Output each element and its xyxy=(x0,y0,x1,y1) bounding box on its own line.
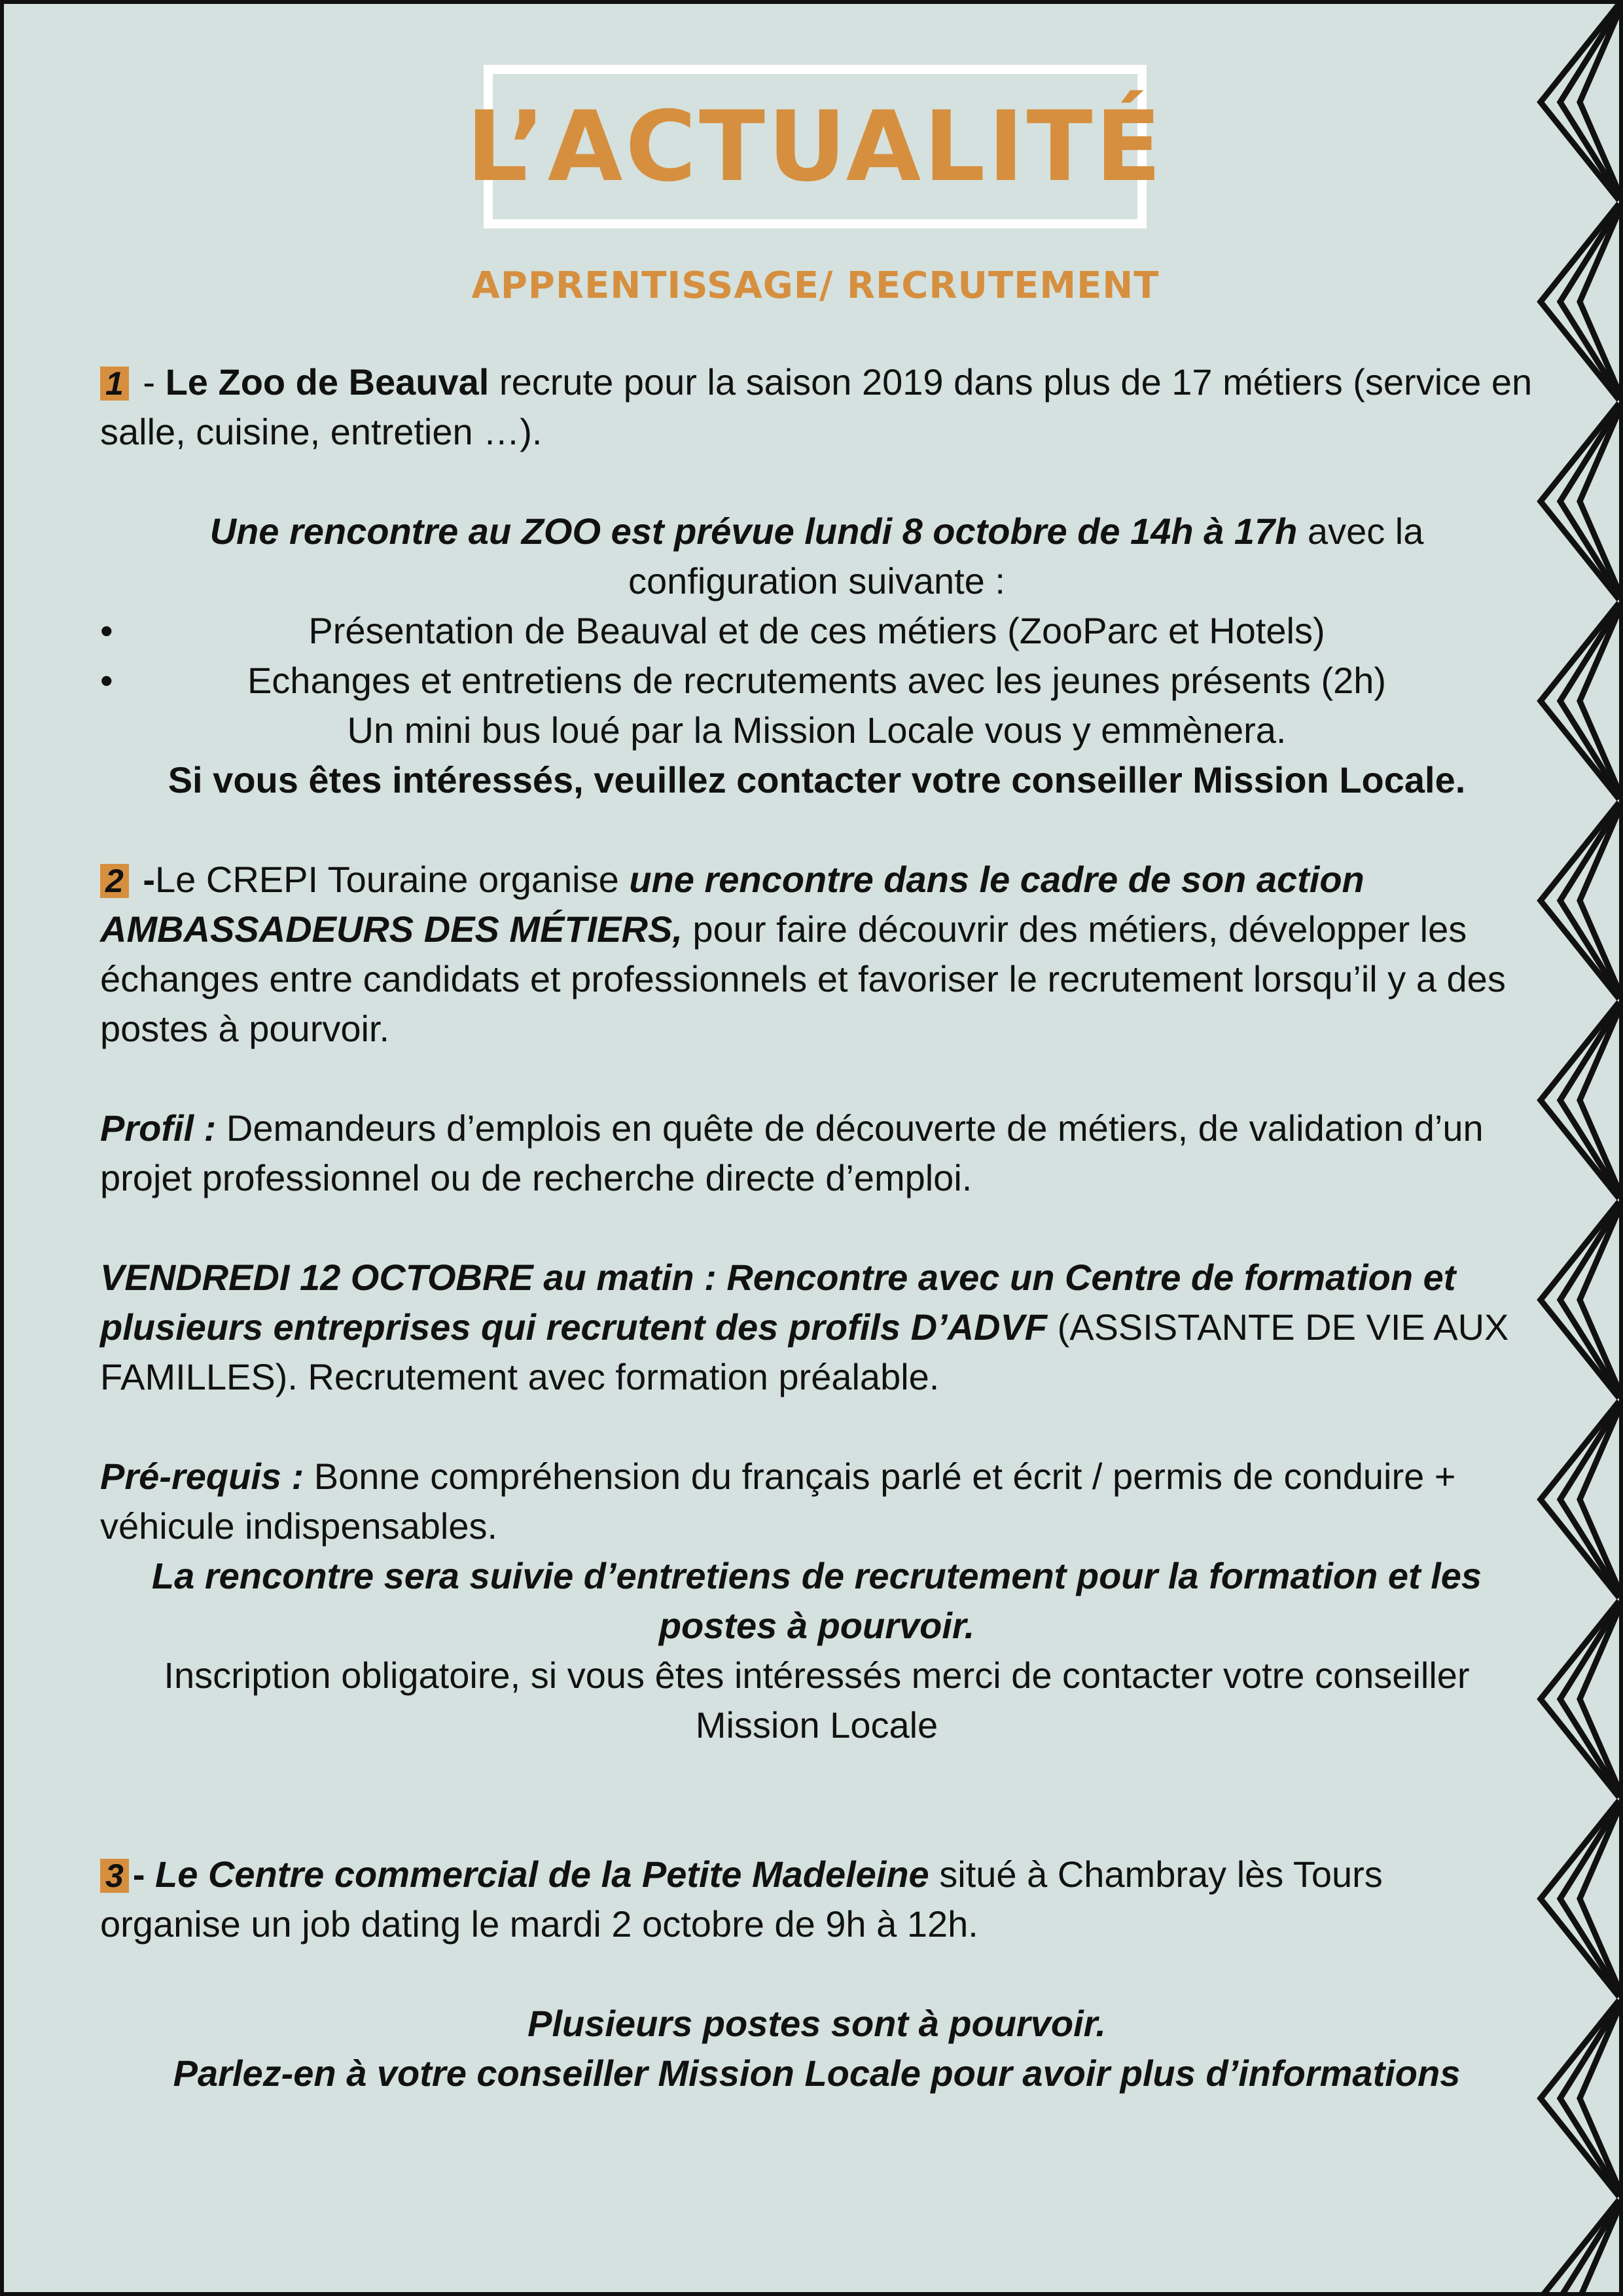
section-1-bullet-2: • Echanges et entretiens de recrutements avec les jeunes présents (2h) xyxy=(100,656,1533,706)
section-1-meeting: Une rencontre au ZOO est prévue lundi 8 octobre de 14h à 17h avec la configuration suivante : xyxy=(209,511,1424,601)
section-1-bus: Un mini bus loué par la Mission Locale vous y emmènera. xyxy=(347,709,1287,751)
section-2-number: 2 xyxy=(100,864,129,898)
title-frame xyxy=(466,65,1164,228)
section-1-contact: Si vous êtes intéressés, veuillez contacter votre conseiller Mission Locale. xyxy=(168,759,1466,800)
article-body xyxy=(100,357,1533,2098)
section-1-number: 1 xyxy=(100,367,129,401)
section-2-intro: 2 -Le CREPI Touraine organise une rencontre dans le cadre de son action AMBASSADEURS DES MÉTIERS, pour faire découvrir des métiers, développer les échanges entre candidats et professionnels et favoriser le recrutement lorsqu’il y a des postes à pourvoir. xyxy=(100,859,1506,1049)
section-3-company: Le Centre commercial de la Petite Madeleine xyxy=(155,1854,929,1895)
section-1-bullet-1: • Présentation de Beauval et de ces métiers (ZooParc et Hotels) xyxy=(100,606,1533,656)
section-subtitle: APPRENTISSAGE/ RECRUTEMENT xyxy=(471,264,1160,307)
section-2-event: VENDREDI 12 OCTOBRE au matin : Rencontre avec un Centre de formation et plusieurs entreprises qui recrutent des profils D’ADVF (ASSISTANTE DE VIE AUX FAMILLES). Recrutement avec formation préalable. xyxy=(100,1257,1509,1397)
page-title: L’ACTUALITÉ xyxy=(466,90,1164,203)
section-2-followup: La rencontre sera suivie d’entretiens de recrutement pour la formation et les postes à pourvoir. xyxy=(151,1555,1482,1646)
section-3-postes: Plusieurs postes sont à pourvoir. xyxy=(527,2003,1106,2044)
section-2-inscription: Inscription obligatoire, si vous êtes intéressés merci de contacter votre conseiller Mission Locale xyxy=(164,1655,1470,1746)
section-1-company: Le Zoo de Beauval xyxy=(165,361,490,403)
section-2-prerequis: Pré-requis : Bonne compréhension du français parlé et écrit / permis de conduire + véhicule indispensables. xyxy=(100,1456,1456,1547)
bullet-icon: • xyxy=(100,660,113,701)
section-1-intro: 1 - Le Zoo de Beauval recrute pour la saison 2019 dans plus de 17 métiers (service en salle, cuisine, entretien …). xyxy=(100,361,1533,452)
section-3-parlez: Parlez-en à votre conseiller Mission Locale pour avoir plus d’informations xyxy=(173,2053,1461,2094)
section-2-profil: Profil : Demandeurs d’emplois en quête de découverte de métiers, de validation d’un projet professionnel ou de recherche directe d’emploi. xyxy=(100,1107,1484,1198)
bullet-icon: • xyxy=(100,610,113,651)
zigzag-border-decoration xyxy=(1534,4,1619,2296)
section-3-number: 3 xyxy=(100,1859,129,1893)
section-3-intro: 3 - Le Centre commercial de la Petite Madeleine situé à Chambray lès Tours organise un job dating le mardi 2 octobre de 9h à 12h. xyxy=(100,1854,1383,1945)
